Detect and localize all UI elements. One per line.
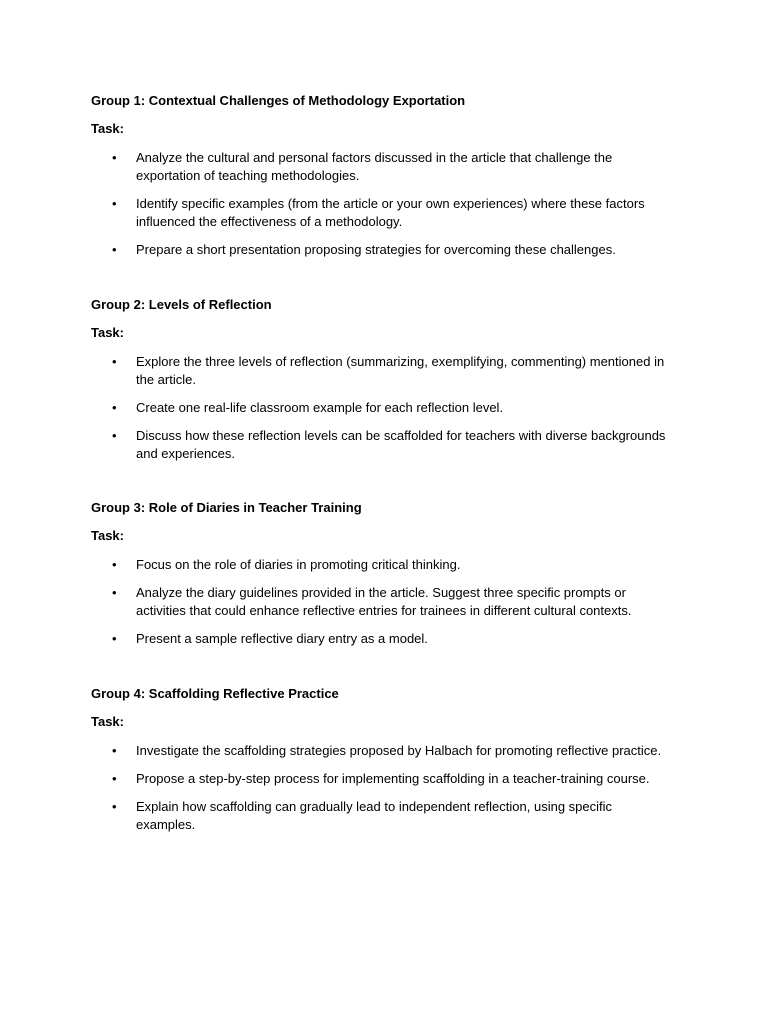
bullet-icon: • [112,354,117,369]
bullet-icon: • [112,799,117,814]
bullet-icon: • [112,150,117,165]
group-3-section [91,499,691,658]
list-item-text: Discuss how these reflection levels can be scaffolded for teachers with diverse backgrounds and experiences. [136,428,666,461]
list-item [91,195,666,231]
list-item-text: Identify specific examples (from the article or your own experiences) where these factors influenced the effectiveness of a methodology. [136,196,645,229]
group-1-section [91,92,691,269]
group-4-task-label: Task: [91,714,124,729]
list-item-text: Prepare a short presentation proposing strategies for overcoming these challenges. [136,242,616,257]
group-3-task-label: Task: [91,528,124,543]
group-4-section [91,685,691,844]
list-item [91,399,666,417]
bullet-icon: • [112,631,117,646]
bullet-icon: • [112,428,117,443]
list-item [91,770,666,788]
list-item [91,584,666,620]
group-1-title: Group 1: Contextual Challenges of Methodology Exportation [91,93,466,108]
list-item-text: Propose a step-by-step process for implementing scaffolding in a teacher-training course. [136,771,650,786]
bullet-icon: • [112,771,117,786]
group-2-task-label: Task: [91,325,124,340]
list-item-text: Analyze the diary guidelines provided in the article. Suggest three specific prompts or activities that could enhance reflective entries for trainees in different cultural contexts. [136,585,632,618]
list-item-text: Focus on the role of diaries in promoting critical thinking. [136,557,461,572]
list-item [91,742,666,760]
list-item [91,149,666,185]
list-item-text: Investigate the scaffolding strategies proposed by Halbach for promoting reflective practice. [136,743,662,758]
list-item [91,353,666,389]
list-item [91,630,666,648]
list-item-text: Present a sample reflective diary entry as a model. [136,631,428,646]
list-item [91,241,666,259]
group-2-title: Group 2: Levels of Reflection [91,297,272,312]
list-item-text: Analyze the cultural and personal factors discussed in the article that challenge the exportation of teaching methodologies. [136,150,613,183]
group-3-title: Group 3: Role of Diaries in Teacher Training [91,500,362,515]
group-3-task-list [91,556,691,648]
bullet-icon: • [112,743,117,758]
list-item-text: Explain how scaffolding can gradually lead to independent reflection, using specific examples. [136,799,613,832]
bullet-icon: • [112,585,117,600]
group-4-title: Group 4: Scaffolding Reflective Practice [91,686,339,701]
list-item [91,556,666,574]
list-item [91,427,666,463]
bullet-icon: • [112,400,117,415]
bullet-icon: • [112,557,117,572]
group-1-task-label: Task: [91,121,124,136]
bullet-icon: • [112,242,117,257]
group-4-task-list [91,742,691,834]
group-2-task-list [91,353,691,463]
group-1-task-list [91,149,691,259]
list-item-text: Explore the three levels of reflection (summarizing, exemplifying, commenting) mentioned in the article. [136,354,665,387]
list-item-text: Create one real-life classroom example for each reflection level. [136,400,504,415]
bullet-icon: • [112,196,117,211]
list-item [91,798,666,834]
group-2-section [91,296,691,473]
